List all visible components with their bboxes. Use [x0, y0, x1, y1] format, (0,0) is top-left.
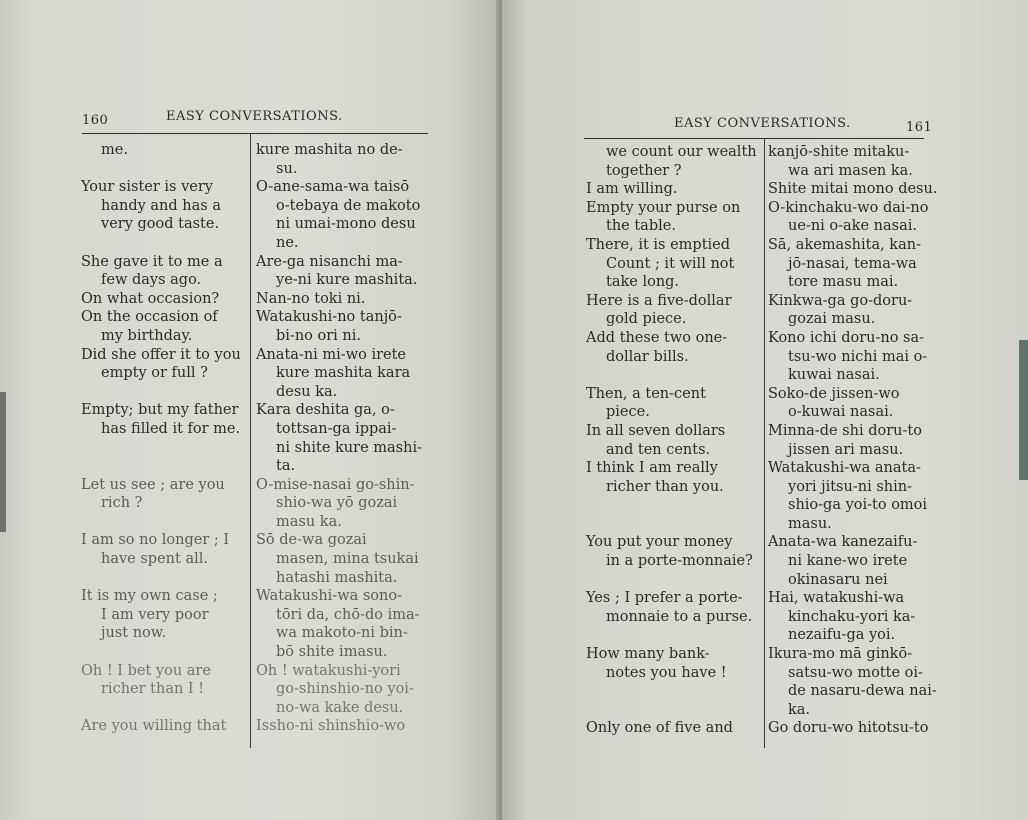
text-line: Hai, watakushi-wa [768, 590, 905, 607]
text-line: wa makoto-ni bin- [276, 625, 408, 642]
running-head: EASY CONVERSATIONS. [166, 109, 343, 124]
text-line: jō-nasai, tema-wa [788, 255, 917, 272]
text-line: Sā, akemashita, kan- [768, 236, 921, 253]
text-line: tsu-wo nichi mai o- [788, 348, 928, 365]
text-line: Empty your purse on [586, 199, 741, 216]
text-line: Kinkwa-ga go-doru- [768, 292, 913, 309]
bookmark-tab-left [0, 392, 6, 532]
text-line: Watakushi-wa sono- [256, 588, 403, 605]
text-line: Only one of five and [586, 720, 733, 737]
text-line: Add these two one- [586, 329, 728, 346]
text-line: just now. [101, 625, 167, 642]
column-divider [250, 133, 251, 748]
column-divider [764, 138, 765, 748]
text-line: There, it is emptied [586, 236, 731, 253]
text-line: very good taste. [101, 216, 220, 233]
text-line: take long. [606, 274, 680, 291]
text-line: masu. [788, 515, 832, 532]
text-line: dollar bills. [606, 348, 689, 365]
text-line: Then, a ten-cent [586, 385, 706, 402]
text-line: O-kinchaku-wo dai-no [768, 199, 929, 216]
japanese-column [768, 143, 938, 738]
text-line: satsu-wo motte oi- [788, 664, 923, 681]
text-line: Issho-ni shinshio-wo [256, 718, 406, 735]
text-line: She gave it to me a [81, 253, 223, 270]
text-line: the table. [606, 218, 676, 235]
text-line: tottsan-ga ippai- [276, 420, 397, 437]
text-line: handy and has a [101, 197, 221, 214]
text-line: rich ? [101, 495, 143, 512]
text-line: Watakushi-no tanjō- [256, 309, 402, 326]
text-line: nezaifu-ga yoi. [788, 627, 896, 644]
text-line: together ? [606, 162, 682, 179]
text-line: gozai masu. [788, 311, 876, 328]
text-line: Are-ga nisanchi ma- [256, 253, 403, 270]
text-line: shio-wa yō gozai [276, 495, 398, 512]
header-rule [584, 138, 924, 139]
text-line: Yes ; I prefer a porte- [586, 590, 743, 607]
text-line: On the occasion of [81, 309, 218, 326]
text-line: Anata-ni mi-wo irete [256, 346, 407, 363]
text-line: How many bank- [586, 646, 710, 663]
text-line: Are you willing that [81, 718, 227, 735]
text-line: O-mise-nasai go-shin- [256, 476, 415, 493]
text-line: ta. [276, 458, 296, 475]
text-line: kanjō-shite mitaku- [768, 144, 910, 160]
text-line: It is my own case ; [81, 588, 218, 605]
text-line: Your sister is very [81, 179, 213, 196]
text-line: Go doru-wo hitotsu-to [768, 720, 929, 737]
text-line: me. [101, 142, 128, 158]
text-line: tōri da, chō-do ima- [276, 606, 420, 623]
text-line: Ikura-mo mā ginkō- [768, 646, 913, 663]
text-line: few days ago. [101, 272, 202, 289]
text-line: in a porte-monnaie? [606, 553, 753, 570]
text-line: de nasaru-dewa nai- [788, 683, 937, 700]
text-line: hatashi mashita. [276, 569, 398, 586]
text-line: tore masu mai. [788, 274, 899, 291]
text-line: Let us see ; are you [81, 476, 225, 493]
text-line: bō shite imasu. [276, 644, 388, 661]
text-line: I am so no longer ; I [81, 532, 230, 549]
text-line: masen, mina tsukai [276, 551, 419, 568]
text-line: Sō de-wa gozai [256, 532, 367, 549]
text-line: I am willing. [586, 181, 678, 198]
text-line: Here is a five-dollar [586, 292, 732, 309]
text-line: Minna-de shi doru-to [768, 422, 922, 439]
text-line: kuwai nasai. [788, 367, 880, 384]
text-line: and ten cents. [606, 441, 711, 458]
text-line: richer than you. [606, 478, 724, 495]
text-line: Nan-no toki ni. [256, 290, 366, 307]
text-line: In all seven dollars [586, 422, 726, 439]
text-line: desu ka. [276, 383, 338, 400]
japanese-column [256, 141, 432, 736]
text-line: no-wa kake desu. [276, 699, 404, 716]
text-line: kure mashita no de- [256, 142, 403, 158]
text-line: ni shite kure mashi- [276, 439, 422, 456]
text-line: o-tebaya de makoto [276, 197, 421, 214]
text-line: jissen ari masu. [788, 441, 904, 458]
text-line: You put your money [586, 534, 733, 551]
text-line: ne. [276, 234, 299, 251]
right-page [502, 0, 1028, 820]
text-line: shio-ga yoi-to omoi [788, 497, 928, 514]
bookmark-tab-right [1019, 340, 1028, 480]
english-column [586, 143, 760, 738]
text-line: su. [276, 160, 298, 177]
text-line: Anata-wa kanezaifu- [768, 534, 918, 551]
text-line: empty or full ? [101, 365, 208, 382]
text-line: kure mashita kara [276, 365, 411, 382]
text-line: ye-ni kure mashita. [276, 272, 418, 289]
text-line: O-ane-sama-wa taisō [256, 179, 410, 196]
text-line: richer than I ! [101, 681, 205, 698]
text-line: we count our wealth [606, 144, 757, 160]
text-line: bi-no ori ni. [276, 327, 361, 344]
page-number: 161 [906, 120, 933, 135]
text-line: Kono ichi doru-no sa- [768, 329, 925, 346]
text-line: ni kane-wo irete [788, 553, 908, 570]
text-line: piece. [606, 404, 650, 421]
left-page [0, 0, 500, 820]
text-line: On what occasion? [81, 290, 220, 307]
text-line: okinasaru nei [788, 571, 888, 588]
text-line: monnaie to a purse. [606, 608, 753, 625]
text-line: masu ka. [276, 513, 342, 530]
text-line: wa ari masen ka. [788, 162, 913, 179]
text-line: Oh ! watakushi-yori [256, 662, 401, 679]
text-line: Empty; but my father [81, 402, 239, 419]
text-line: Oh ! I bet you are [81, 662, 211, 679]
text-line: Count ; it will not [606, 255, 735, 272]
text-line: kinchaku-yori ka- [788, 608, 916, 625]
text-line: I am very poor [101, 606, 209, 623]
text-line: ni umai-mono desu [276, 216, 416, 233]
running-head: EASY CONVERSATIONS. [674, 116, 851, 131]
text-line: Soko-de jissen-wo [768, 385, 900, 402]
english-column [81, 141, 247, 736]
text-line: Watakushi-wa anata- [768, 460, 921, 477]
header-rule [82, 133, 428, 134]
text-line: Kara deshita ga, o- [256, 402, 395, 419]
page-number: 160 [82, 113, 109, 128]
text-line: go-shinshio-no yoi- [276, 681, 414, 698]
text-line: notes you have ! [606, 664, 727, 681]
text-line: has filled it for me. [101, 420, 241, 437]
text-line: have spent all. [101, 551, 208, 568]
text-line: I think I am really [586, 460, 718, 477]
text-line: Did she offer it to you [81, 346, 241, 363]
text-line: yori jitsu-ni shin- [788, 478, 912, 495]
text-line: o-kuwai nasai. [788, 404, 894, 421]
text-line: Shite mitai mono desu. [768, 181, 938, 198]
text-line: ka. [788, 701, 811, 718]
text-line: my birthday. [101, 327, 193, 344]
text-line: gold piece. [606, 311, 687, 328]
text-line: ue-ni o-ake nasai. [788, 218, 917, 235]
